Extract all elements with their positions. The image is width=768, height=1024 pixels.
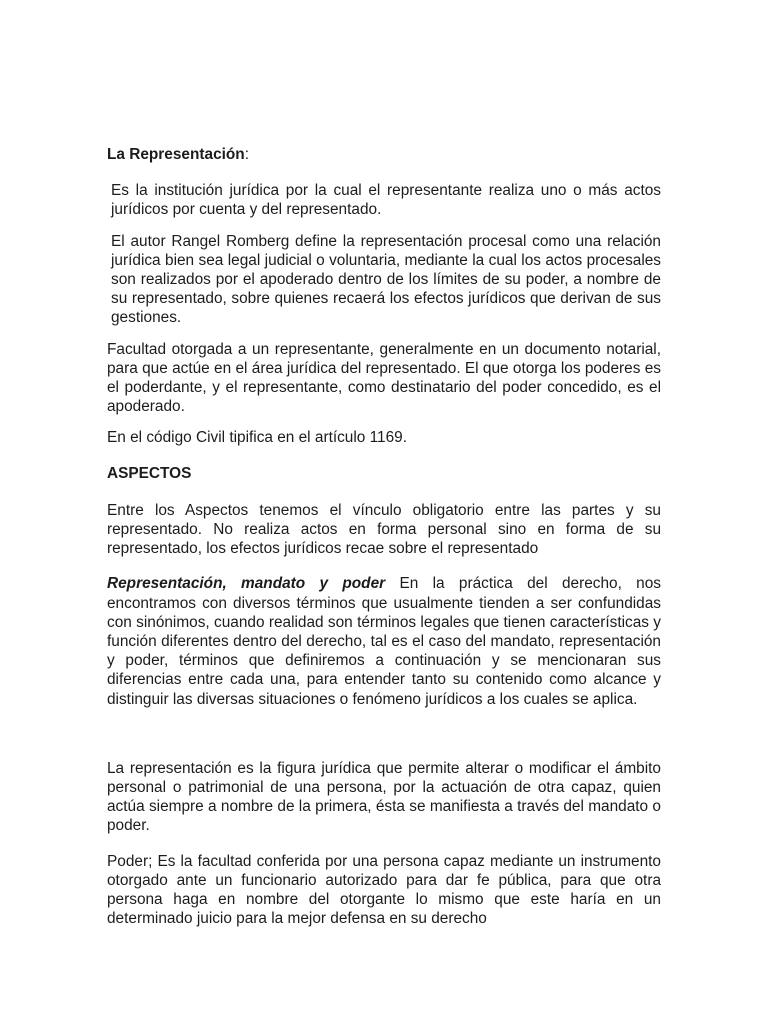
paragraph-definition: Es la institución jurídica por la cual el representante realiza uno o más actos jurídicos por cuenta y del representado. — [111, 182, 661, 219]
paragraph-figura-juridica: La representación es la figura jurídica que permite alterar o modificar el ámbito personal o patrimonial de una persona, por la actuación de otra capaz, quien actúa siempre a nombre de la primera, ésta se manifiesta a través del mandato o poder. — [107, 759, 661, 835]
paragraph-representacion-mandato-poder — [107, 574, 661, 708]
title-text: La Representación — [107, 146, 245, 163]
paragraph-codigo-civil: En el código Civil tipifica en el artículo 1169. — [107, 429, 407, 447]
paragraph-lead-term: Representación, mandato y poder — [107, 575, 386, 593]
document-page — [107, 145, 661, 929]
heading-aspectos: ASPECTOS — [107, 464, 192, 482]
paragraph-facultad: Facultad otorgada a un representante, generalmente en un documento notarial, para que actúe en el área jurídica del representado. El que otorga los poderes es el poderdante, y el representante, como destinatario del poder concedido, es el apoderado. — [107, 340, 661, 416]
paragraph-aspectos: Entre los Aspectos tenemos el vínculo obligatorio entre las partes y su representado. No realiza actos en forma personal sino en forma de su representado, los efectos jurídicos recae sobre el representado — [107, 501, 661, 558]
paragraph-body: En la práctica del derecho, nos encontramos con diversos términos que usualmente tienden a ser confundidas con sinónimos, cuando realidad son términos legales que tienen características y función diferentes dentro del derecho, tal es el caso del mandato, representación y poder, términos que definiremos a continuación y se mencionaran sus diferencias entre cada una, para entender tanto su contenido como alcance y distinguir las diversas situaciones o fenómeno jurídicos a los cuales se aplica. — [107, 575, 661, 708]
paragraph-rangel-romberg: El autor Rangel Romberg define la representación procesal como una relación jurídica bien sea legal judicial o voluntaria, mediante la cual los actos procesales son realizados por el apoderado dentro de los límites de su poder, a nombre de su representado, sobre quienes recaerá los efectos jurídicos que derivan de sus gestiones. — [111, 232, 661, 327]
title-colon: : — [244, 146, 249, 163]
document-title — [107, 145, 661, 164]
paragraph-poder: Poder; Es la facultad conferida por una persona capaz mediante un instrumento otorgado ante un funcionario autorizado para dar fe pública, para que otra persona haga en nombre del otorgante lo mismo que este haría en un determinado juicio para la mejor defensa en su derecho — [107, 852, 661, 928]
